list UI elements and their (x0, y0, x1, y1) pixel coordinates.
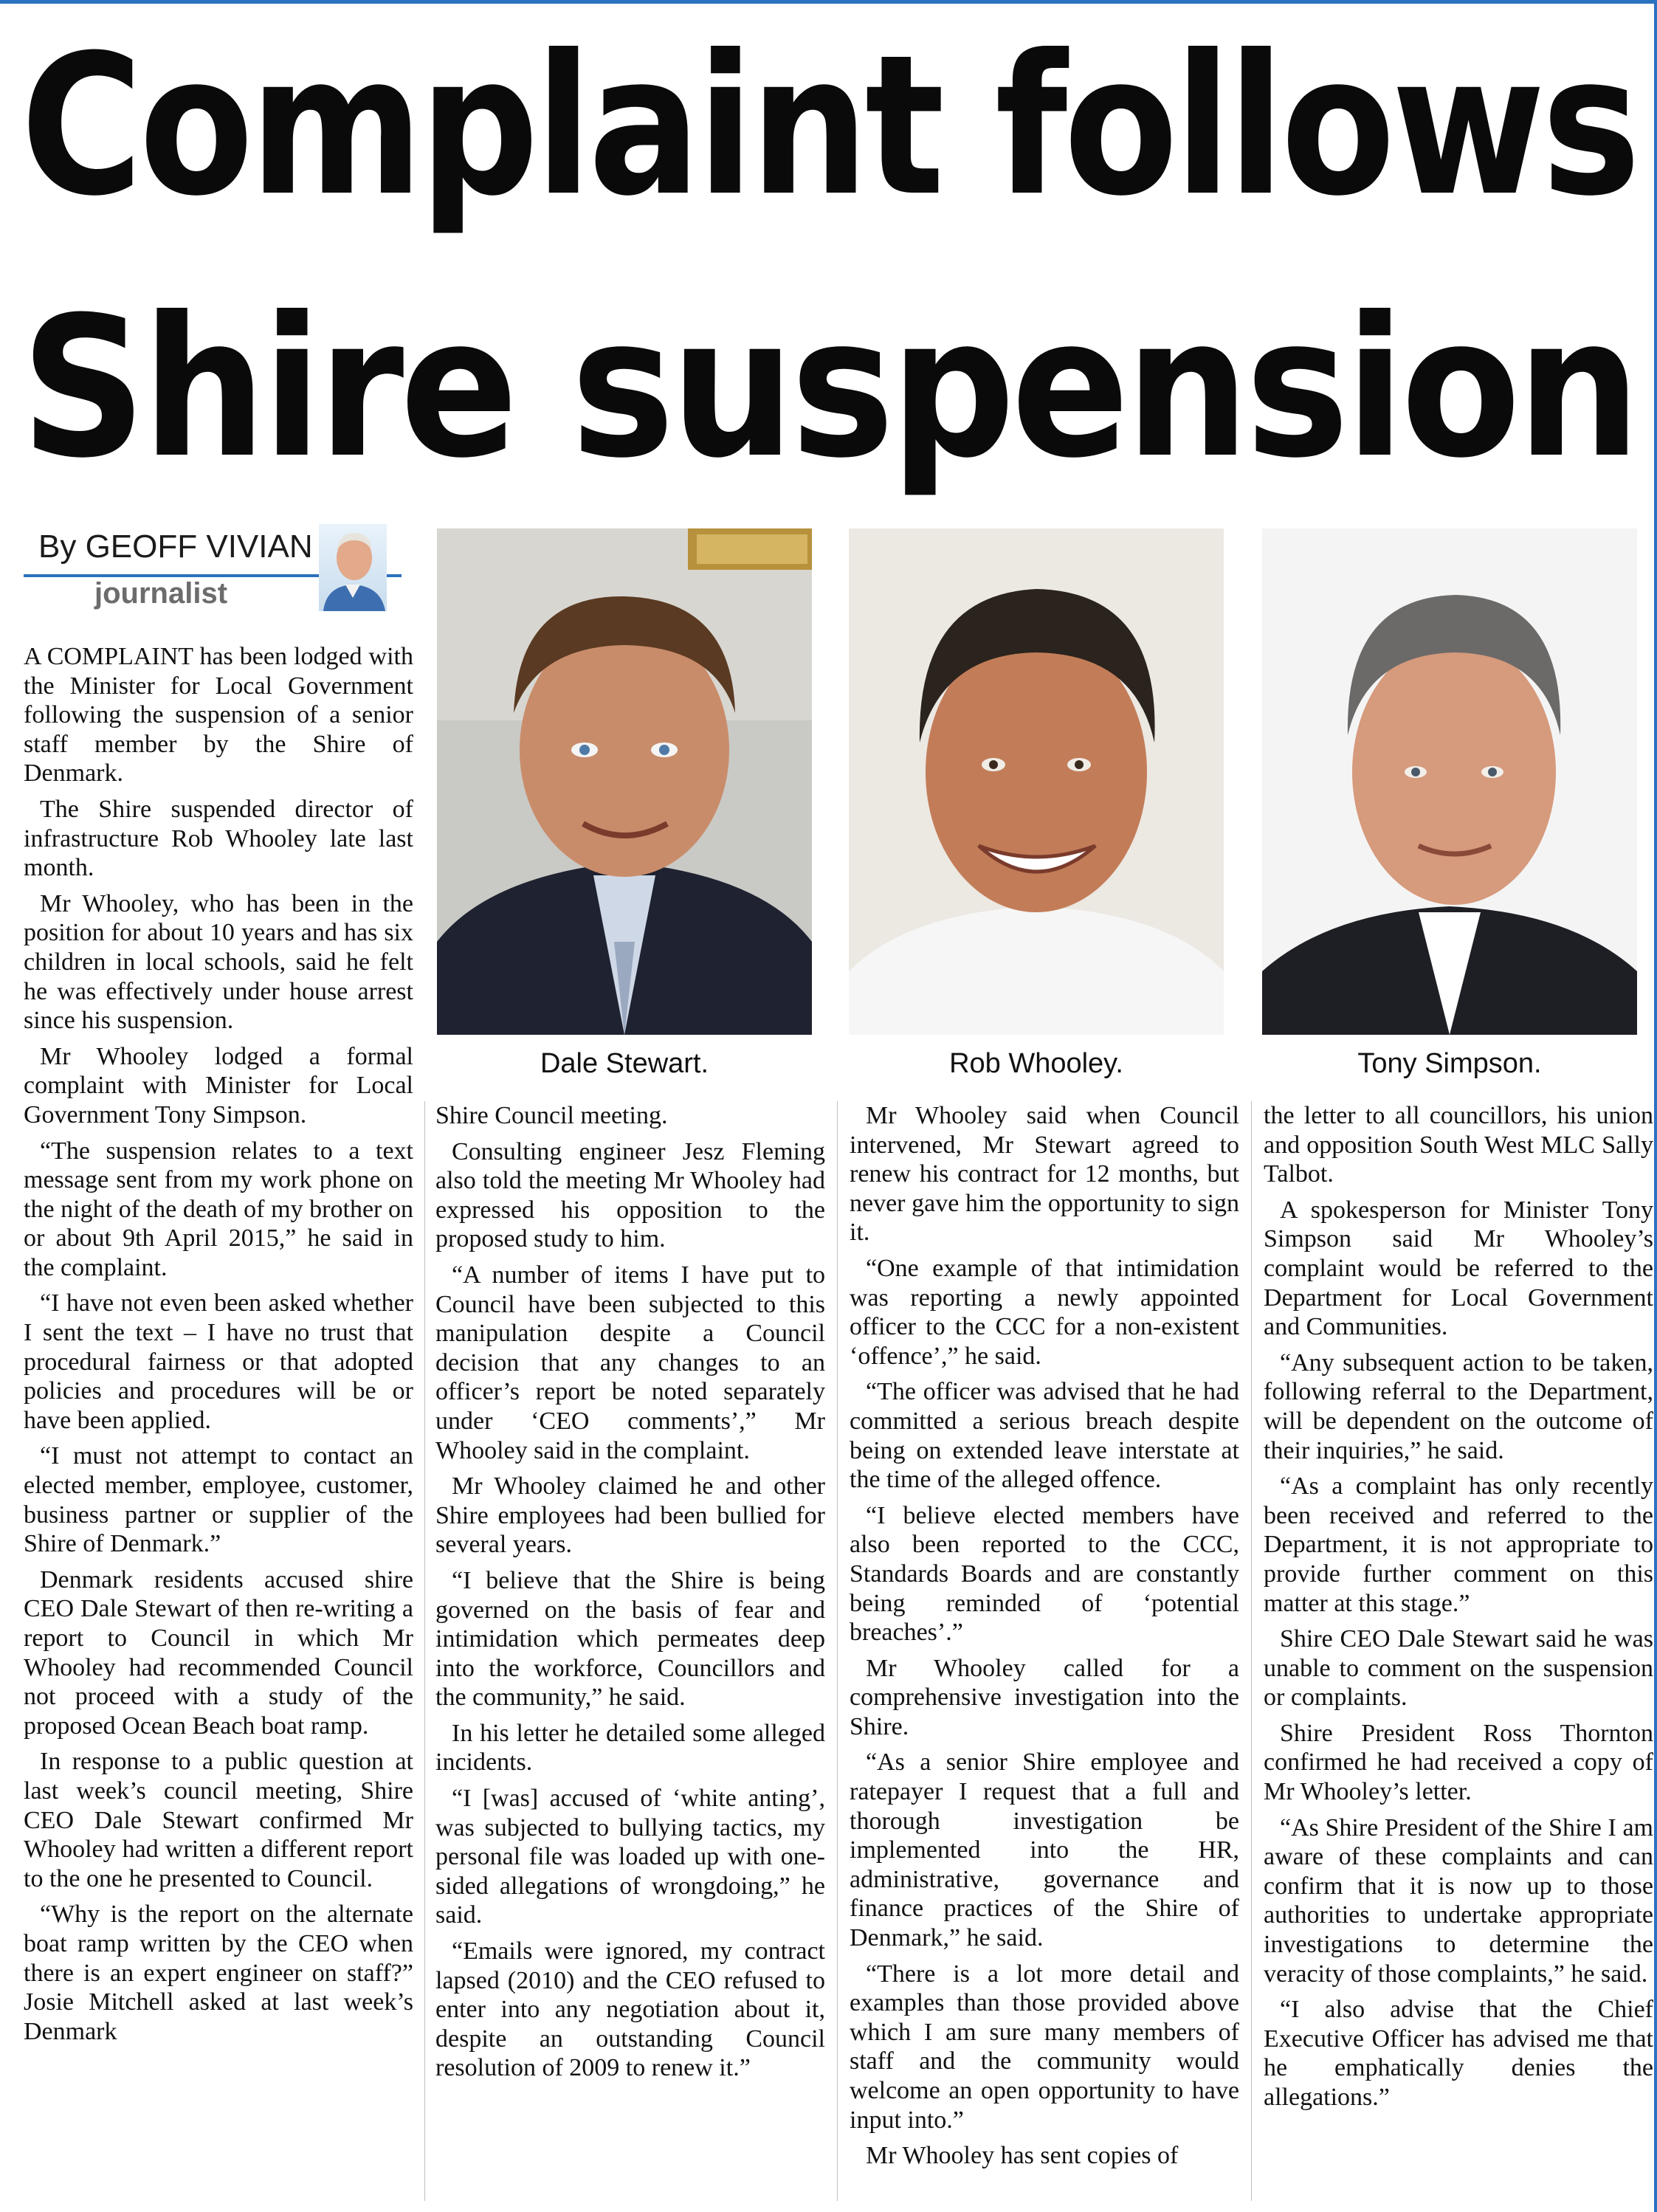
article-paragraph: Shire Council meeting. (435, 1102, 668, 1129)
article-paragraph: “One example of that intimidation was reporting a newly appointed officer to the CCC for a non-existent ‘offence’,” he said. (850, 1254, 1239, 1370)
article-paragraph: “Emails were ignored, my contract lapsed (2010) and the CEO refused to enter into any negotiation about it, despite an outstanding Council resolution of 2009 to renew it.” (435, 1937, 825, 2082)
top-accent-rule (0, 0, 1657, 4)
article-paragraph: In his letter he detailed some alleged incidents. (435, 1719, 825, 1777)
portrait-photo-icon (1262, 528, 1637, 1035)
article-paragraph: the letter to all councillors, his union and opposition South West MLC Sally Talbot. (1264, 1102, 1653, 1188)
article-paragraph: “There is a lot more detail and examples than those provided above which I am sure many members of staff and the community would welcome an open opportunity to have input into.” (850, 1960, 1239, 2134)
article-paragraph: “I believe that the Shire is being governed on the basis of fear and intimidation which permeates deep into the workforce, Councillors and the community,” he said. (435, 1566, 825, 1712)
article-paragraph: The Shire suspended director of infrastructure Rob Whooley late last month. (24, 795, 413, 882)
article-paragraph: “I have not even been asked whether I sent the text – I have no trust that procedural fairness or that adopted policies and procedures will be or have been applied. (24, 1289, 413, 1434)
article-paragraph: “Any subsequent action to be taken, following referral to the Department, will be dependent on the outcome of their inquiries,” he said. (1264, 1348, 1653, 1464)
article-paragraph: “A number of items I have put to Council have been subjected to this manipulation despite a Council decision that any changes to an officer’s report be noted separately under ‘CEO comments’,” Mr Whooley said in the complaint. (435, 1261, 825, 1464)
article-paragraph: “The officer was advised that he had committed a serious breach despite being on extended leave interstate at the time of the alleged offence. (850, 1378, 1239, 1494)
article-paragraph: Mr Whooley has sent copies of (866, 2142, 1179, 2170)
article-paragraph: In response to a public question at last week’s council meeting, Shire CEO Dale Stewart confirmed Mr Whooley had written a different report to the one he presented to Council. (24, 1748, 413, 1892)
caption-dale-stewart: Dale Stewart. (540, 1048, 709, 1079)
article-paragraph: Shire CEO Dale Stewart said he was unable to comment on the suspension or complaints. (1264, 1625, 1653, 1712)
article-paragraph: Mr Whooley called for a comprehensive investigation into the Shire. (850, 1654, 1239, 1740)
right-accent-rule (1654, 0, 1657, 2212)
caption-tony-simpson: Tony Simpson. (1357, 1048, 1542, 1079)
article-paragraph: “As a senior Shire employee and ratepayer I request that a full and thorough investigation be implemented into the HR, administrative, governance and finance practices of the Shire of Denmark,” he said. (850, 1748, 1239, 1952)
column-rule (1251, 1101, 1252, 2201)
article-paragraph: “I also advise that the Chief Executive Officer has advised me that he emphatically denies the allegations.” (1264, 1996, 1653, 2111)
article-paragraph: Mr Whooley, who has been in the position for about 10 years and has six children in local schools, said he felt he was effectively under house arrest since his suspension. (24, 889, 413, 1035)
article-paragraph: “As Shire President of the Shire I am aware of these complaints and can confirm that it is now up to those authorities to undertake appropriate investigations to determine the veracity of those complaints,” he said. (1264, 1813, 1653, 1988)
article-paragraph: Mr Whooley lodged a formal complaint with Minister for Local Government Tony Simpson. (24, 1042, 413, 1129)
photo-tony-simpson (1262, 528, 1637, 1035)
headline-line-2: Shire suspension (21, 275, 1637, 500)
article-paragraph: “I must not attempt to contact an elected member, employee, customer, business partner or supplier of the Shire of Denmark.” (24, 1442, 413, 1558)
article-paragraph: “As a complaint has only recently been received and referred to the Department, it is not appropriate to provide further comment on this matter at this stage.” (1264, 1472, 1653, 1617)
article-paragraph: Denmark residents accused shire CEO Dale Stewart of then re-writing a report to Council in which Mr Whooley had recommended Council not proceed with a study of the proposed Ocean Beach boat ramp. (24, 1565, 413, 1740)
article-paragraph: Mr Whooley claimed he and other Shire employees had been bullied for several years. (435, 1472, 825, 1559)
byline-role: journalist (94, 577, 228, 610)
article-paragraph: “Why is the report on the alternate boat ramp written by the CEO when there is an expert engineer on staff?” Josie Mitchell asked at last week’s Denmark (24, 1901, 413, 2045)
byline (24, 528, 402, 624)
article-column-2 (435, 1101, 825, 2089)
column-rule (424, 1101, 425, 2201)
article-paragraph: “I [was] accused of ‘white anting’, was subjected to bullying tactics, my personal file was loaded up with one-sided allegations of wrongdoing,” he said. (435, 1785, 825, 1929)
article-column-4 (1264, 1101, 1653, 2119)
article-column-1 (24, 642, 413, 2053)
article-paragraph: Consulting engineer Jesz Fleming also told the meeting Mr Whooley had expressed his opposition to the proposed study to him. (435, 1137, 825, 1253)
byline-name: By GEOFF VIVIAN (38, 528, 313, 565)
column-rule (837, 1101, 838, 2201)
article-paragraph: Shire President Ross Thornton confirmed he had received a copy of Mr Whooley’s letter. (1264, 1719, 1653, 1806)
article-column-3 (850, 1101, 1239, 2177)
headline-line-1: Complaint follows (21, 13, 1637, 238)
article-paragraph: “I believe elected members have also been reported to the CCC, Standards Boards and are constantly being reminded of ‘potential breaches’.” (850, 1501, 1239, 1647)
photo-rob-whooley (849, 528, 1224, 1035)
journalist-portrait-icon (319, 524, 387, 611)
article-paragraph: “The suspension relates to a text message sent from my work phone on the night of the death of my brother on or about 9th April 2015,” he said in the complaint. (24, 1137, 413, 1281)
caption-rob-whooley: Rob Whooley. (949, 1048, 1123, 1079)
article-paragraph: A spokesperson for Minister Tony Simpson said Mr Whooley’s complaint would be referred to the Department for Local Government and Communities. (1264, 1196, 1653, 1341)
article-paragraph: Mr Whooley said when Council intervened, Mr Stewart agreed to renew his contract for 12 months, but never gave him the opportunity to sign it. (850, 1102, 1239, 1247)
portrait-photo-icon (437, 528, 812, 1035)
article-paragraph: A COMPLAINT has been lodged with the Minister for Local Government following the suspension of a senior staff member by the Shire of Denmark. (24, 643, 413, 788)
photo-dale-stewart (437, 528, 812, 1035)
portrait-photo-icon (849, 528, 1224, 1035)
